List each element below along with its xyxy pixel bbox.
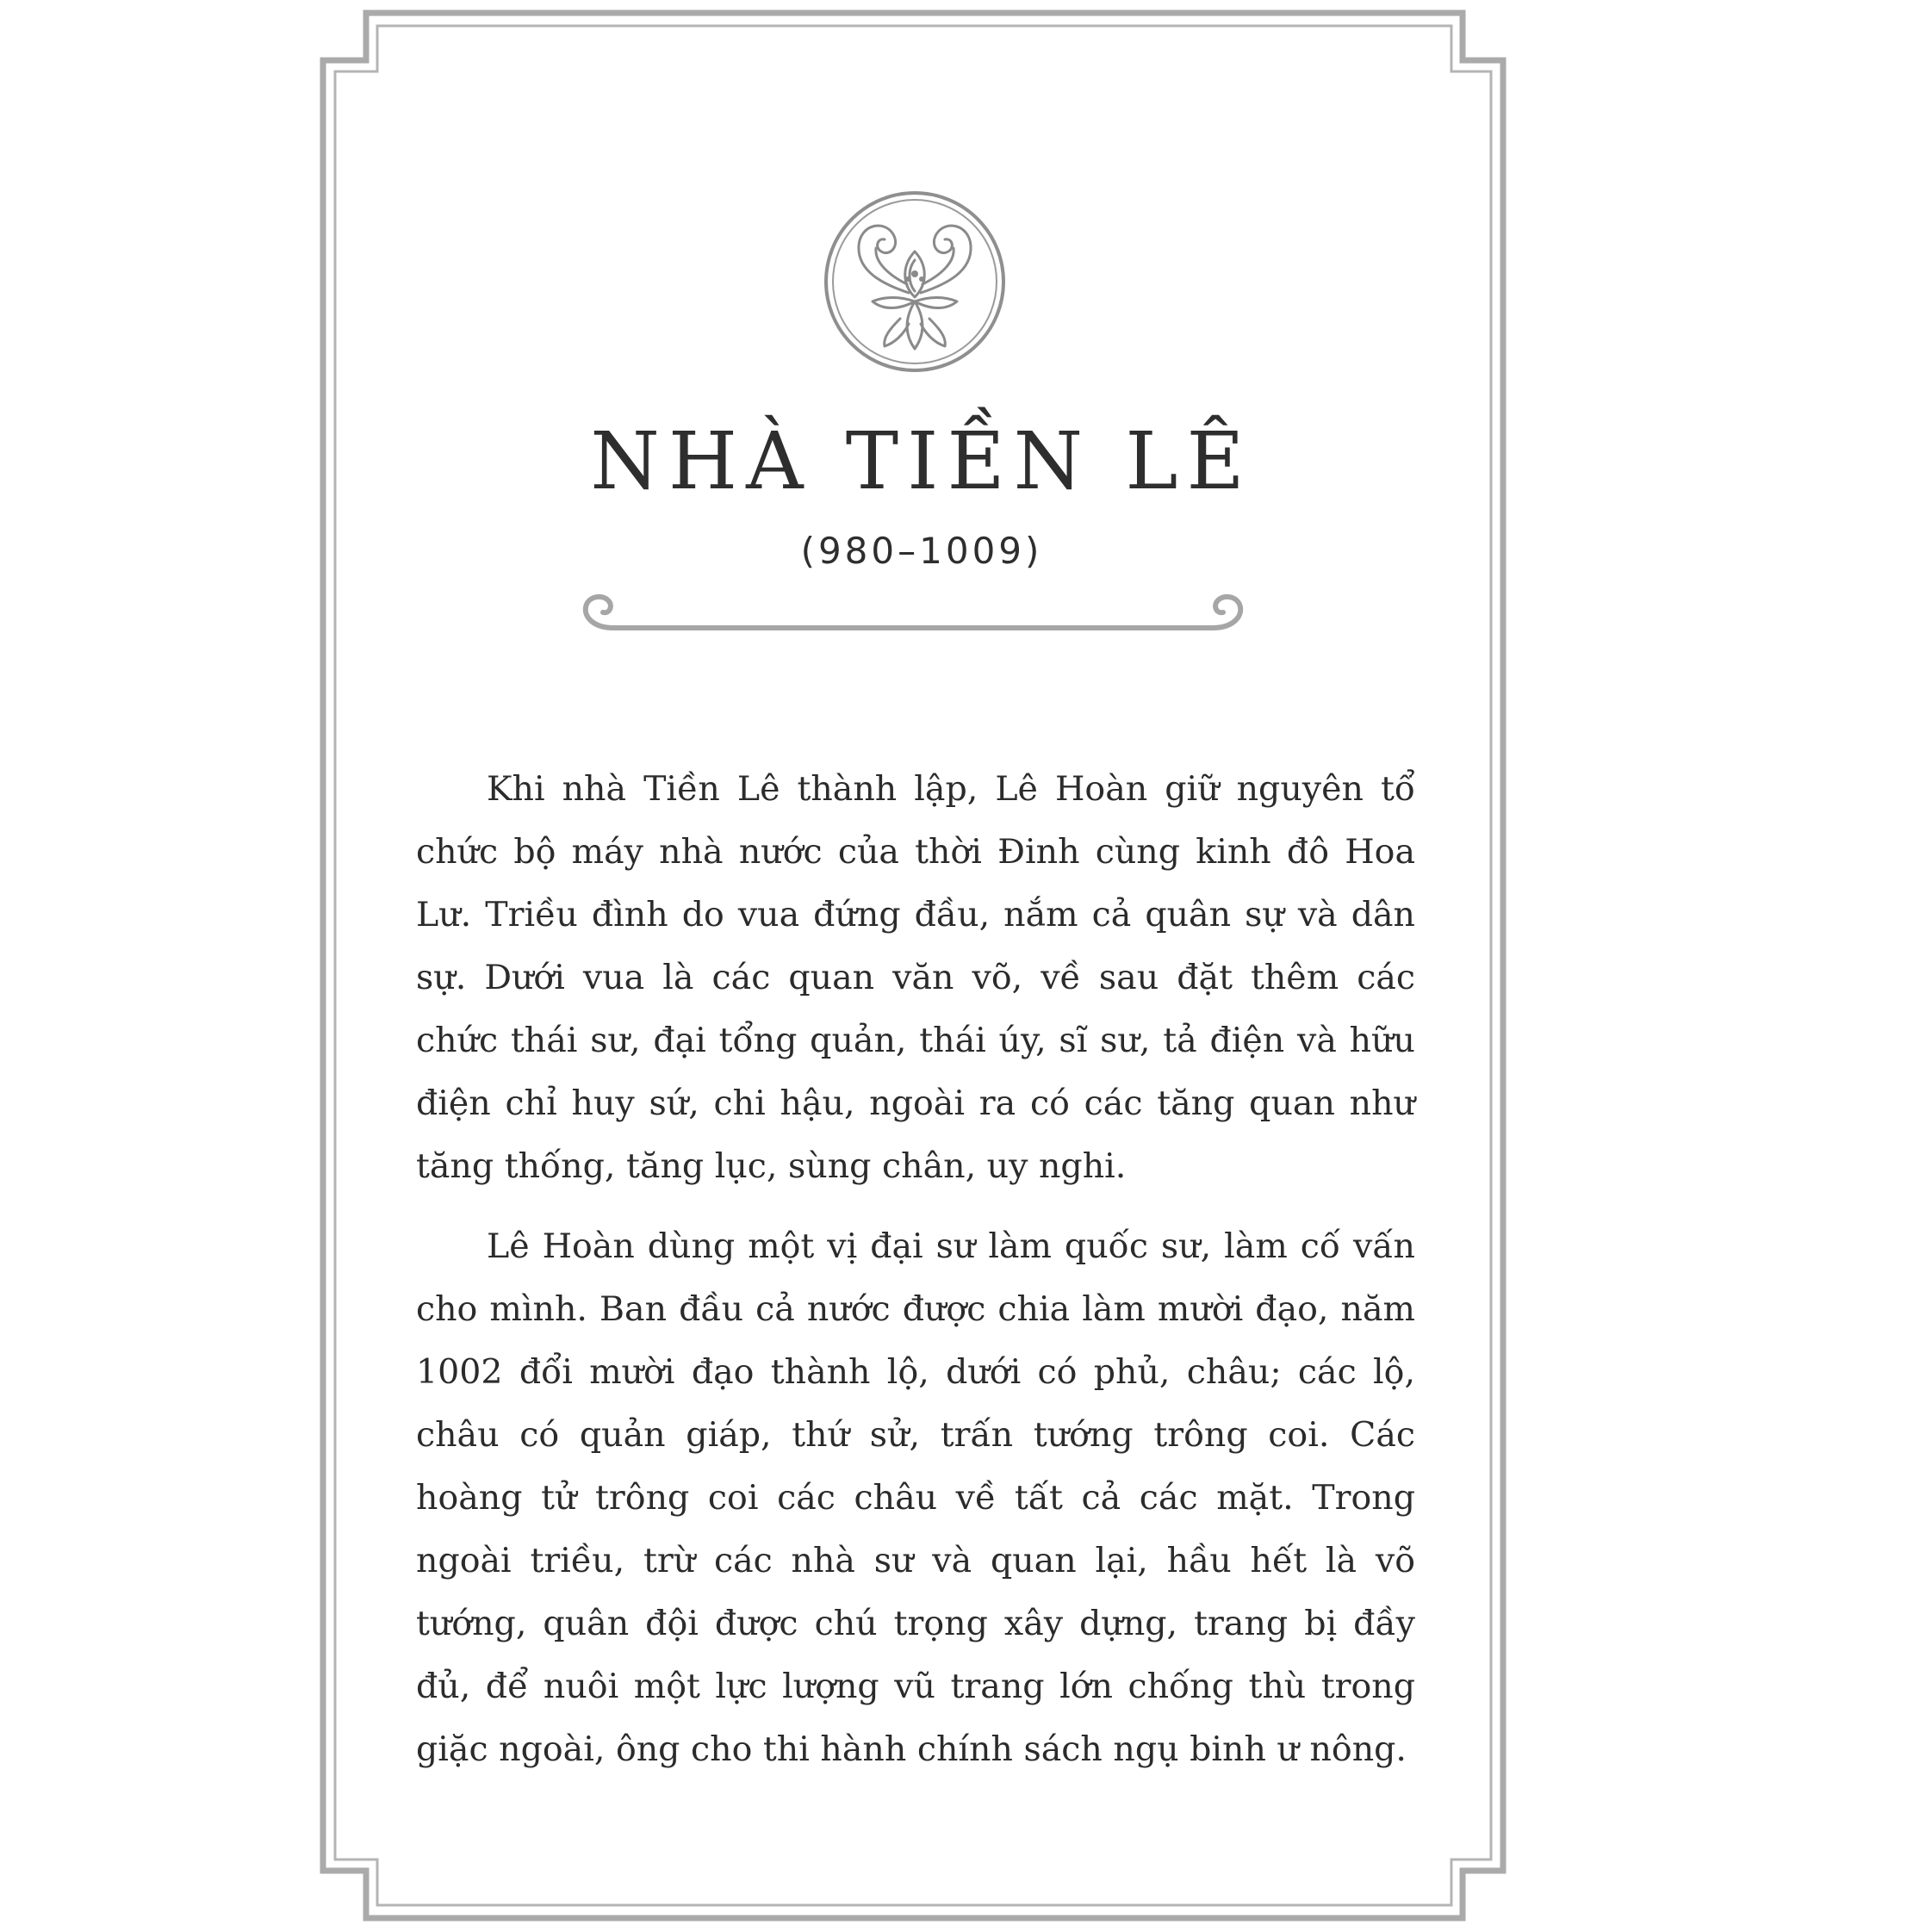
lotus-medallion-icon [823, 189, 1007, 374]
paragraph: Khi nhà Tiền Lê thành lập, Lê Hoàn giữ nguyên tổ chức bộ máy nhà nước của thời Đinh cùng kinh đô Hoa Lư. Triều đình do vua đứng đầu, nắm cả quân sự và dân sự. Dưới vua là các quan văn võ, về sau đặt thêm các chức thái sư, đại tổng quản, thái úy, sĩ sư, tả điện và hữu điện chỉ huy sứ, chi hậu, ngoài ra có các tăng quan như tăng thống, tăng lục, sùng chân, uy nghi. [416, 769, 1415, 1186]
chapter-years: (980–1009) [800, 530, 1043, 572]
scroll-divider-icon [568, 588, 1258, 649]
chapter-title: NHÀ TIỀN LÊ [590, 415, 1253, 507]
paragraph: Lê Hoàn dùng một vị đại sư làm quốc sư, làm cố vấn cho mình. Ban đầu cả nước được chia làm mười đạo, năm 1002 đổi mười đạo thành lộ, dưới có phủ, châu; các lộ, châu có quản giáp, thứ sử, trấn tướng trông coi. Các hoàng tử trông coi các châu về tất cả các mặt. Trong ngoài triều, trừ các nhà sư và quan lại, hầu hết là võ tướng, quân đội được chú trọng xây dựng, trang bị đầy đủ, để nuôi một lực lượng vũ trang lớn chống thù trong giặc ngoài, ông cho thi hành chính sách ngụ binh ư nông. [416, 1226, 1415, 1769]
body-text [416, 758, 1415, 1798]
